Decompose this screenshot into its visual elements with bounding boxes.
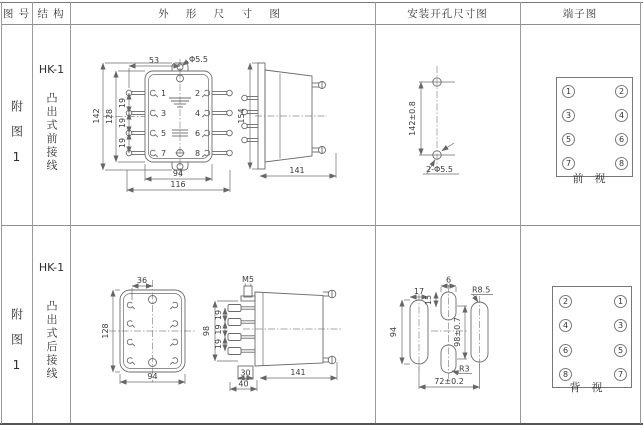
dim-hole-pitch <box>408 82 421 155</box>
dim-hole-pitch-h <box>419 364 480 389</box>
svg-text:128: 128 <box>101 323 110 339</box>
svg-text:72±0.2: 72±0.2 <box>434 377 464 386</box>
figure-label: 附图1 <box>9 100 24 177</box>
svg-text:128: 128 <box>105 108 114 125</box>
dim-side-width <box>260 153 336 178</box>
dim-bottom-width <box>120 372 185 384</box>
svg-text:98±0.7: 98±0.7 <box>453 317 462 347</box>
dim-radius-side <box>471 286 493 303</box>
svg-text:6: 6 <box>445 275 452 285</box>
svg-text:94: 94 <box>389 326 398 338</box>
svg-text:141: 141 <box>289 166 305 175</box>
header-mounting: 安装开孔尺寸图 <box>407 7 488 20</box>
m5-screw <box>244 286 252 297</box>
row2-structure <box>33 300 70 381</box>
header-divider <box>1 24 641 25</box>
svg-text:94: 94 <box>172 169 184 178</box>
svg-text:5: 5 <box>161 129 167 138</box>
side-view <box>237 63 336 178</box>
svg-text:19: 19 <box>214 324 223 335</box>
svg-text:M5: M5 <box>242 275 254 284</box>
terminal-pin: 5 <box>562 133 575 146</box>
dim-hole-spec <box>423 143 459 174</box>
row1-model: HK-1 <box>38 63 65 76</box>
svg-text:17: 17 <box>413 287 425 296</box>
terminal-pin: 2 <box>615 85 628 98</box>
svg-text:19: 19 <box>118 137 127 149</box>
header-terminal: 端子图 <box>562 7 598 20</box>
structure-label: 凸出式前接线 <box>45 92 58 173</box>
svg-text:98: 98 <box>202 325 211 337</box>
row1-figure-no <box>1 100 32 177</box>
terminal-pin: 8 <box>559 368 572 381</box>
dim-side-width <box>260 362 337 380</box>
svg-text:19: 19 <box>214 309 223 321</box>
dim-pitch <box>214 308 225 351</box>
header-outline: 外 形 尺 寸 图 <box>158 7 287 20</box>
svg-text:3: 3 <box>161 109 167 118</box>
dim-pitch <box>118 93 129 153</box>
terminal-pin: 3 <box>614 319 627 332</box>
dim-top-width <box>129 56 180 88</box>
terminal-pin: 1 <box>562 85 575 98</box>
outline-drawing-front-wiring <box>75 50 345 200</box>
terminal-pin: 3 <box>562 109 575 122</box>
svg-text:154: 154 <box>237 108 246 124</box>
dim-bottom-width-inner <box>145 164 212 181</box>
view-label-front: 前 视 <box>572 172 606 185</box>
svg-text:15: 15 <box>424 294 433 306</box>
svg-text:Φ5.5: Φ5.5 <box>189 55 209 64</box>
terminal-numbers <box>161 89 200 158</box>
terminal-pin: 5 <box>614 344 627 357</box>
svg-text:30: 30 <box>240 368 251 378</box>
side-mount-studs <box>323 290 336 364</box>
terminal-pin: 6 <box>615 133 628 146</box>
terminal-diagram-back-view <box>552 286 632 388</box>
terminal-pin: 4 <box>615 109 628 122</box>
svg-text:19: 19 <box>214 338 223 350</box>
svg-text:19: 19 <box>118 97 127 109</box>
figure-label: 附图1 <box>9 308 24 385</box>
row2-model: HK-1 <box>38 261 65 274</box>
rear-terminal-studs <box>228 305 255 355</box>
svg-text:2-Φ5.5: 2-Φ5.5 <box>426 165 453 174</box>
mounting-holes-drawing-front <box>375 50 520 215</box>
svg-text:4: 4 <box>195 109 201 118</box>
svg-text:R3: R3 <box>459 364 470 374</box>
svg-text:7: 7 <box>161 149 167 158</box>
row1-structure <box>33 92 70 173</box>
table-border-bottom <box>0 423 643 425</box>
row2-figure-no <box>1 308 32 385</box>
svg-text:8: 8 <box>195 149 201 158</box>
dim-center-slot-offset <box>424 292 436 307</box>
svg-text:142±0.8: 142±0.8 <box>408 101 417 136</box>
svg-text:116: 116 <box>170 180 186 189</box>
svg-text:36: 36 <box>136 276 148 285</box>
terminal-pin: 7 <box>614 368 627 381</box>
terminal-pin: 8 <box>615 157 628 170</box>
header-structure: 结 构 <box>37 7 65 20</box>
svg-text:1: 1 <box>161 89 167 98</box>
side-mount-studs <box>312 82 326 154</box>
terminal-pin: 2 <box>559 295 572 308</box>
dim-slot-height <box>389 300 410 364</box>
dim-hole-pitch-v <box>453 306 467 359</box>
svg-text:R8.5: R8.5 <box>472 285 491 295</box>
svg-text:2: 2 <box>195 89 201 98</box>
terminal-pin: 4 <box>559 319 572 332</box>
view-label-back: 背 视 <box>569 381 603 394</box>
svg-text:40: 40 <box>238 379 249 389</box>
svg-text:141: 141 <box>290 368 306 377</box>
svg-text:19: 19 <box>118 117 127 129</box>
dim-side-height <box>237 63 258 169</box>
col-divider-2 <box>70 2 71 423</box>
terminal-pin: 6 <box>559 344 572 357</box>
outline-drawing-rear-wiring <box>95 270 345 402</box>
relay-body <box>145 71 212 162</box>
terminal-pin: 7 <box>562 157 575 170</box>
col-divider-4 <box>520 2 521 423</box>
table-border-right <box>640 2 641 424</box>
header-figure-no: 图 号 <box>2 7 31 20</box>
svg-text:94: 94 <box>147 372 158 381</box>
dim-foot-width <box>238 369 253 379</box>
svg-text:142: 142 <box>92 108 101 124</box>
dim-base-width <box>230 380 257 392</box>
mounting-holes-drawing-rear <box>375 270 520 400</box>
terminal-studs <box>126 90 232 156</box>
terminal-pin: 1 <box>614 295 627 308</box>
svg-text:6: 6 <box>195 129 201 138</box>
dim-screw <box>242 275 254 286</box>
front-view <box>101 276 196 384</box>
row-divider <box>1 225 641 226</box>
side-view <box>202 275 341 391</box>
svg-text:53: 53 <box>148 56 160 65</box>
terminal-diagram-front-view <box>556 77 633 177</box>
structure-label: 凸出式后接线 <box>45 300 58 381</box>
